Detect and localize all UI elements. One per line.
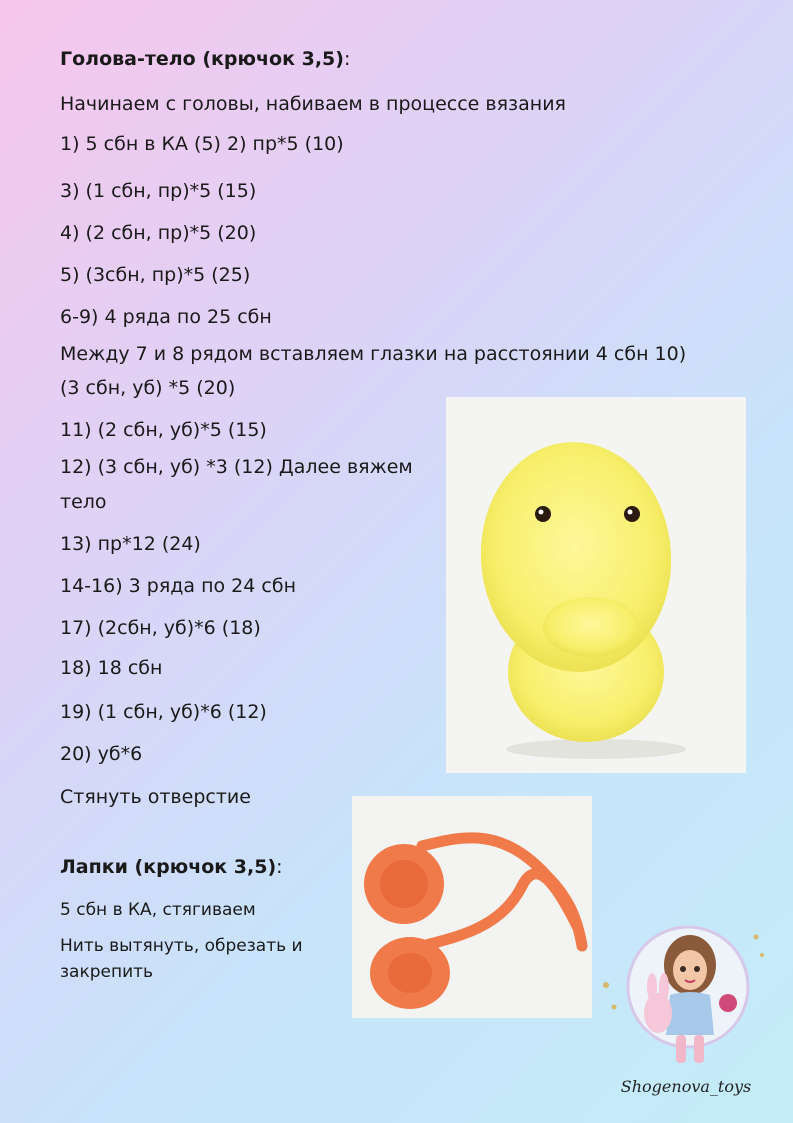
instruction-row: 12) (3 сбн, уб) *3 (12) Далее вяжем: [60, 456, 413, 478]
yellow-chick-illustration: [446, 397, 746, 773]
instruction-row: (3 сбн, уб) *5 (20): [60, 377, 236, 399]
instruction-row: 20) уб*6: [60, 743, 143, 765]
right-eye: [624, 506, 640, 522]
instruction-row: 18) 18 сбн: [60, 657, 163, 679]
left-eye: [535, 506, 551, 522]
instruction-row: 17) (2сбн, уб)*6 (18): [60, 617, 261, 639]
legs-section-title: [60, 856, 283, 878]
brand-logo: [596, 915, 776, 1100]
instruction-row: 3) (1 сбн, пр)*5 (15): [60, 180, 257, 202]
instruction-row: 4) (2 сбн, пр)*5 (20): [60, 222, 257, 244]
instruction-row: 5) (3сбн, пр)*5 (25): [60, 264, 251, 286]
head-section-title-text: Голова-тело (крючок 3,5): [60, 48, 344, 70]
head-section-title-colon: :: [343, 48, 351, 70]
instruction-row: 19) (1 сбн, уб)*6 (12): [60, 701, 267, 723]
instruction-row: 6-9) 4 ряда по 25 сбн: [60, 306, 272, 328]
instruction-row: Между 7 и 8 рядом вставляем глазки на расстоянии 4 сбн 10): [60, 343, 687, 365]
instruction-row: 5 сбн в КА, стягиваем: [60, 900, 256, 920]
legs-section-title-text: Лапки (крючок 3,5): [60, 856, 277, 878]
instruction-row: 1) 5 сбн в КА (5) 2) пр*5 (10): [60, 133, 344, 155]
doll-logo-icon: [596, 915, 776, 1100]
head-section-title: [60, 48, 350, 70]
chick-photo: [446, 397, 746, 773]
head-section-intro: Начинаем с головы, набиваем в процессе вязания: [60, 93, 566, 115]
instruction-row: 14-16) 3 ряда по 24 сбн: [60, 575, 296, 597]
instruction-row: 11) (2 сбн, уб)*5 (15): [60, 419, 267, 441]
orange-legs-illustration: [352, 796, 592, 1018]
instruction-row: закрепить: [60, 962, 154, 982]
instruction-row: Нить вытянуть, обрезать и: [60, 936, 303, 956]
logo-text: Shogenova_toys: [620, 1077, 752, 1096]
instruction-row: тело: [60, 491, 107, 513]
instruction-row: Стянуть отверстие: [60, 786, 251, 808]
legs-photo: [352, 796, 592, 1018]
legs-section-title-colon: :: [276, 856, 283, 878]
instruction-row: 13) пр*12 (24): [60, 533, 201, 555]
